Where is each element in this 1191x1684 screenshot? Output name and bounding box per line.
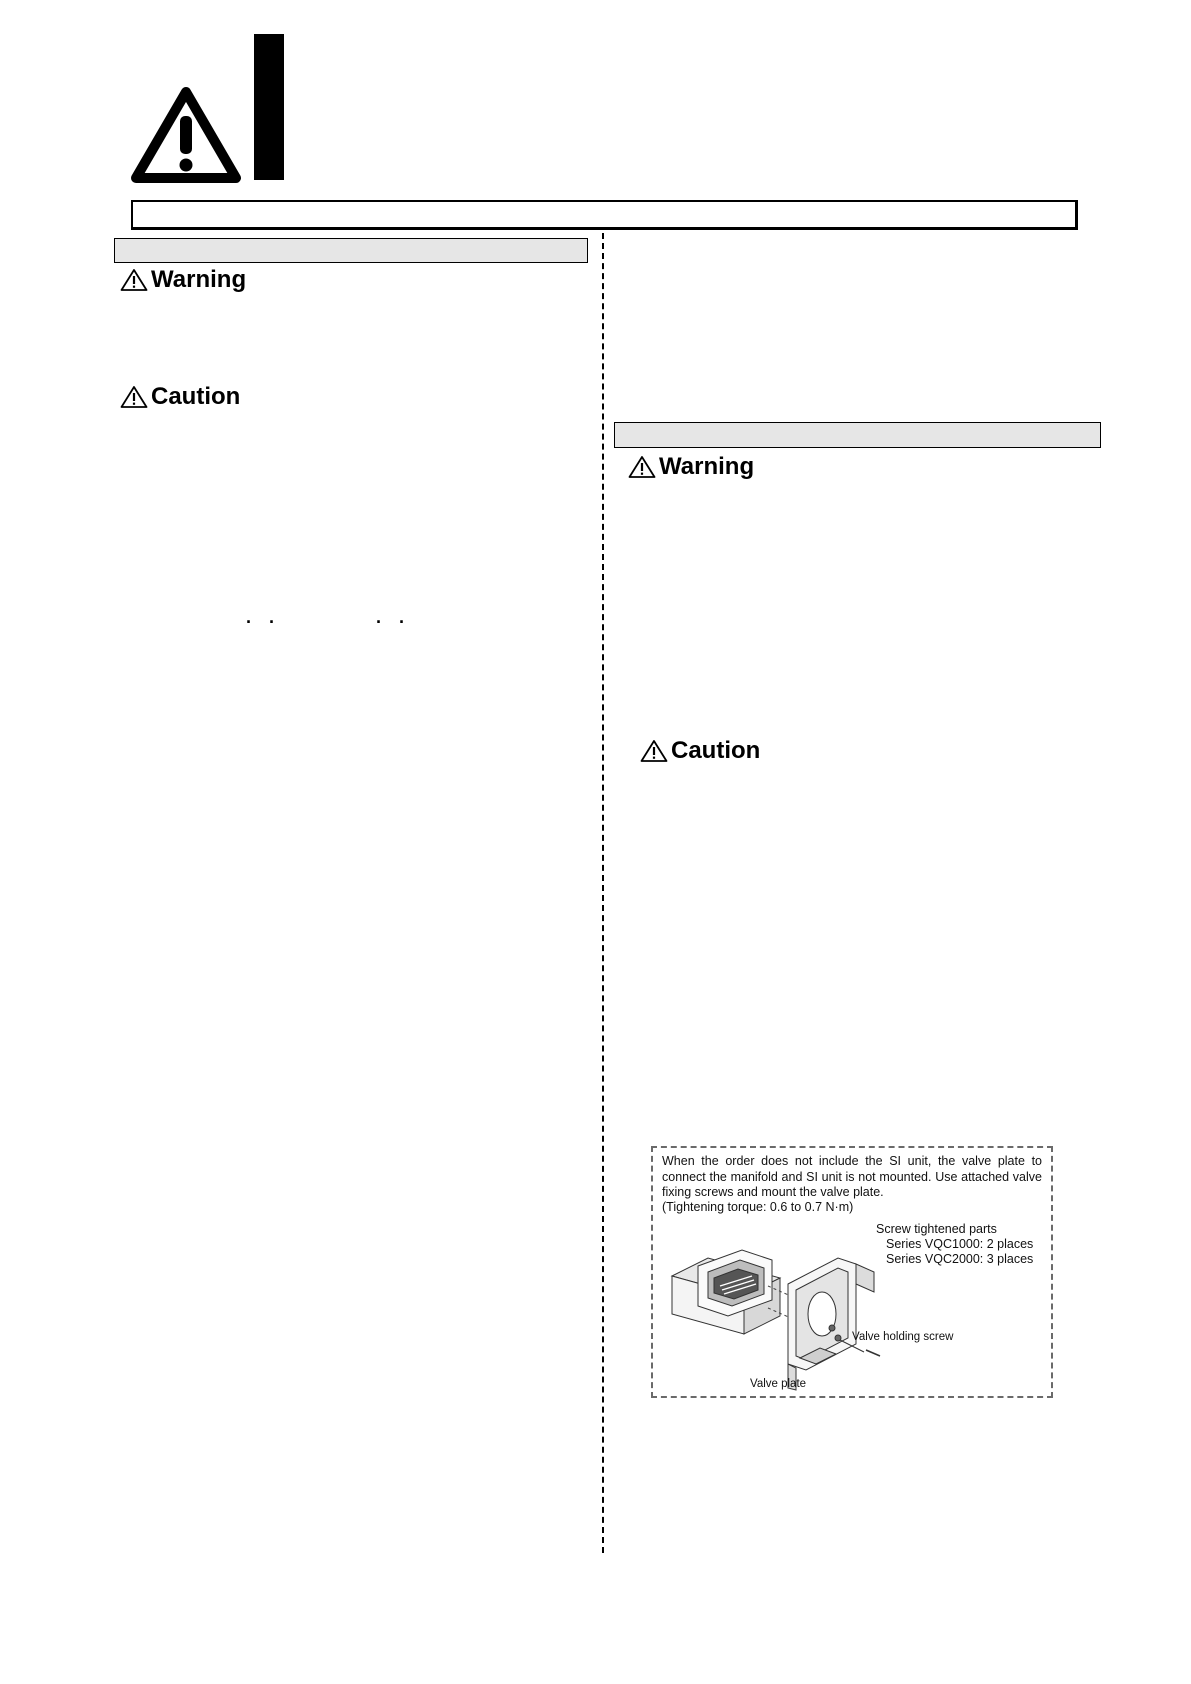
column-divider <box>602 233 604 1553</box>
figure-torque: (Tightening torque: 0.6 to 0.7 N·m) <box>662 1200 854 1214</box>
screw-parts-vqc2000: Series VQC2000: 3 places <box>886 1252 1034 1266</box>
right-warning-heading <box>628 455 754 479</box>
left-warning-heading <box>120 268 246 292</box>
figure-note: When the order does not include the SI unit, the valve plate to connect the manifold and SI unit is not mounted. Use attached valve fixing screws and mount the valve plate. <box>662 1154 1042 1199</box>
label-valve-plate: Valve plate <box>750 1378 807 1390</box>
right-warning-label: Warning <box>659 453 755 480</box>
page-title-box <box>131 200 1078 230</box>
warning-icon <box>120 268 148 292</box>
warning-icon <box>628 455 656 479</box>
header-black-bar <box>254 34 284 180</box>
left-section-header <box>114 238 588 263</box>
dots-mark: · · <box>246 612 281 632</box>
manifold-valve-plate-illustration <box>668 1238 898 1394</box>
screw-parts-vqc1000: Series VQC1000: 2 places <box>886 1237 1034 1251</box>
left-caution-label: Caution <box>151 383 241 410</box>
right-caution-heading <box>640 739 760 763</box>
right-section-header <box>614 422 1101 448</box>
left-caution-heading <box>120 385 240 409</box>
caution-icon <box>640 739 668 763</box>
warning-triangle-icon <box>130 86 242 186</box>
dots-mark: · · <box>376 612 411 632</box>
left-warning-label: Warning <box>151 266 247 293</box>
caution-icon <box>120 385 148 409</box>
label-valve-holding-screw: Valve holding screw <box>852 1331 954 1343</box>
right-caution-label: Caution <box>671 737 761 764</box>
screw-parts-title: Screw tightened parts <box>876 1222 997 1236</box>
